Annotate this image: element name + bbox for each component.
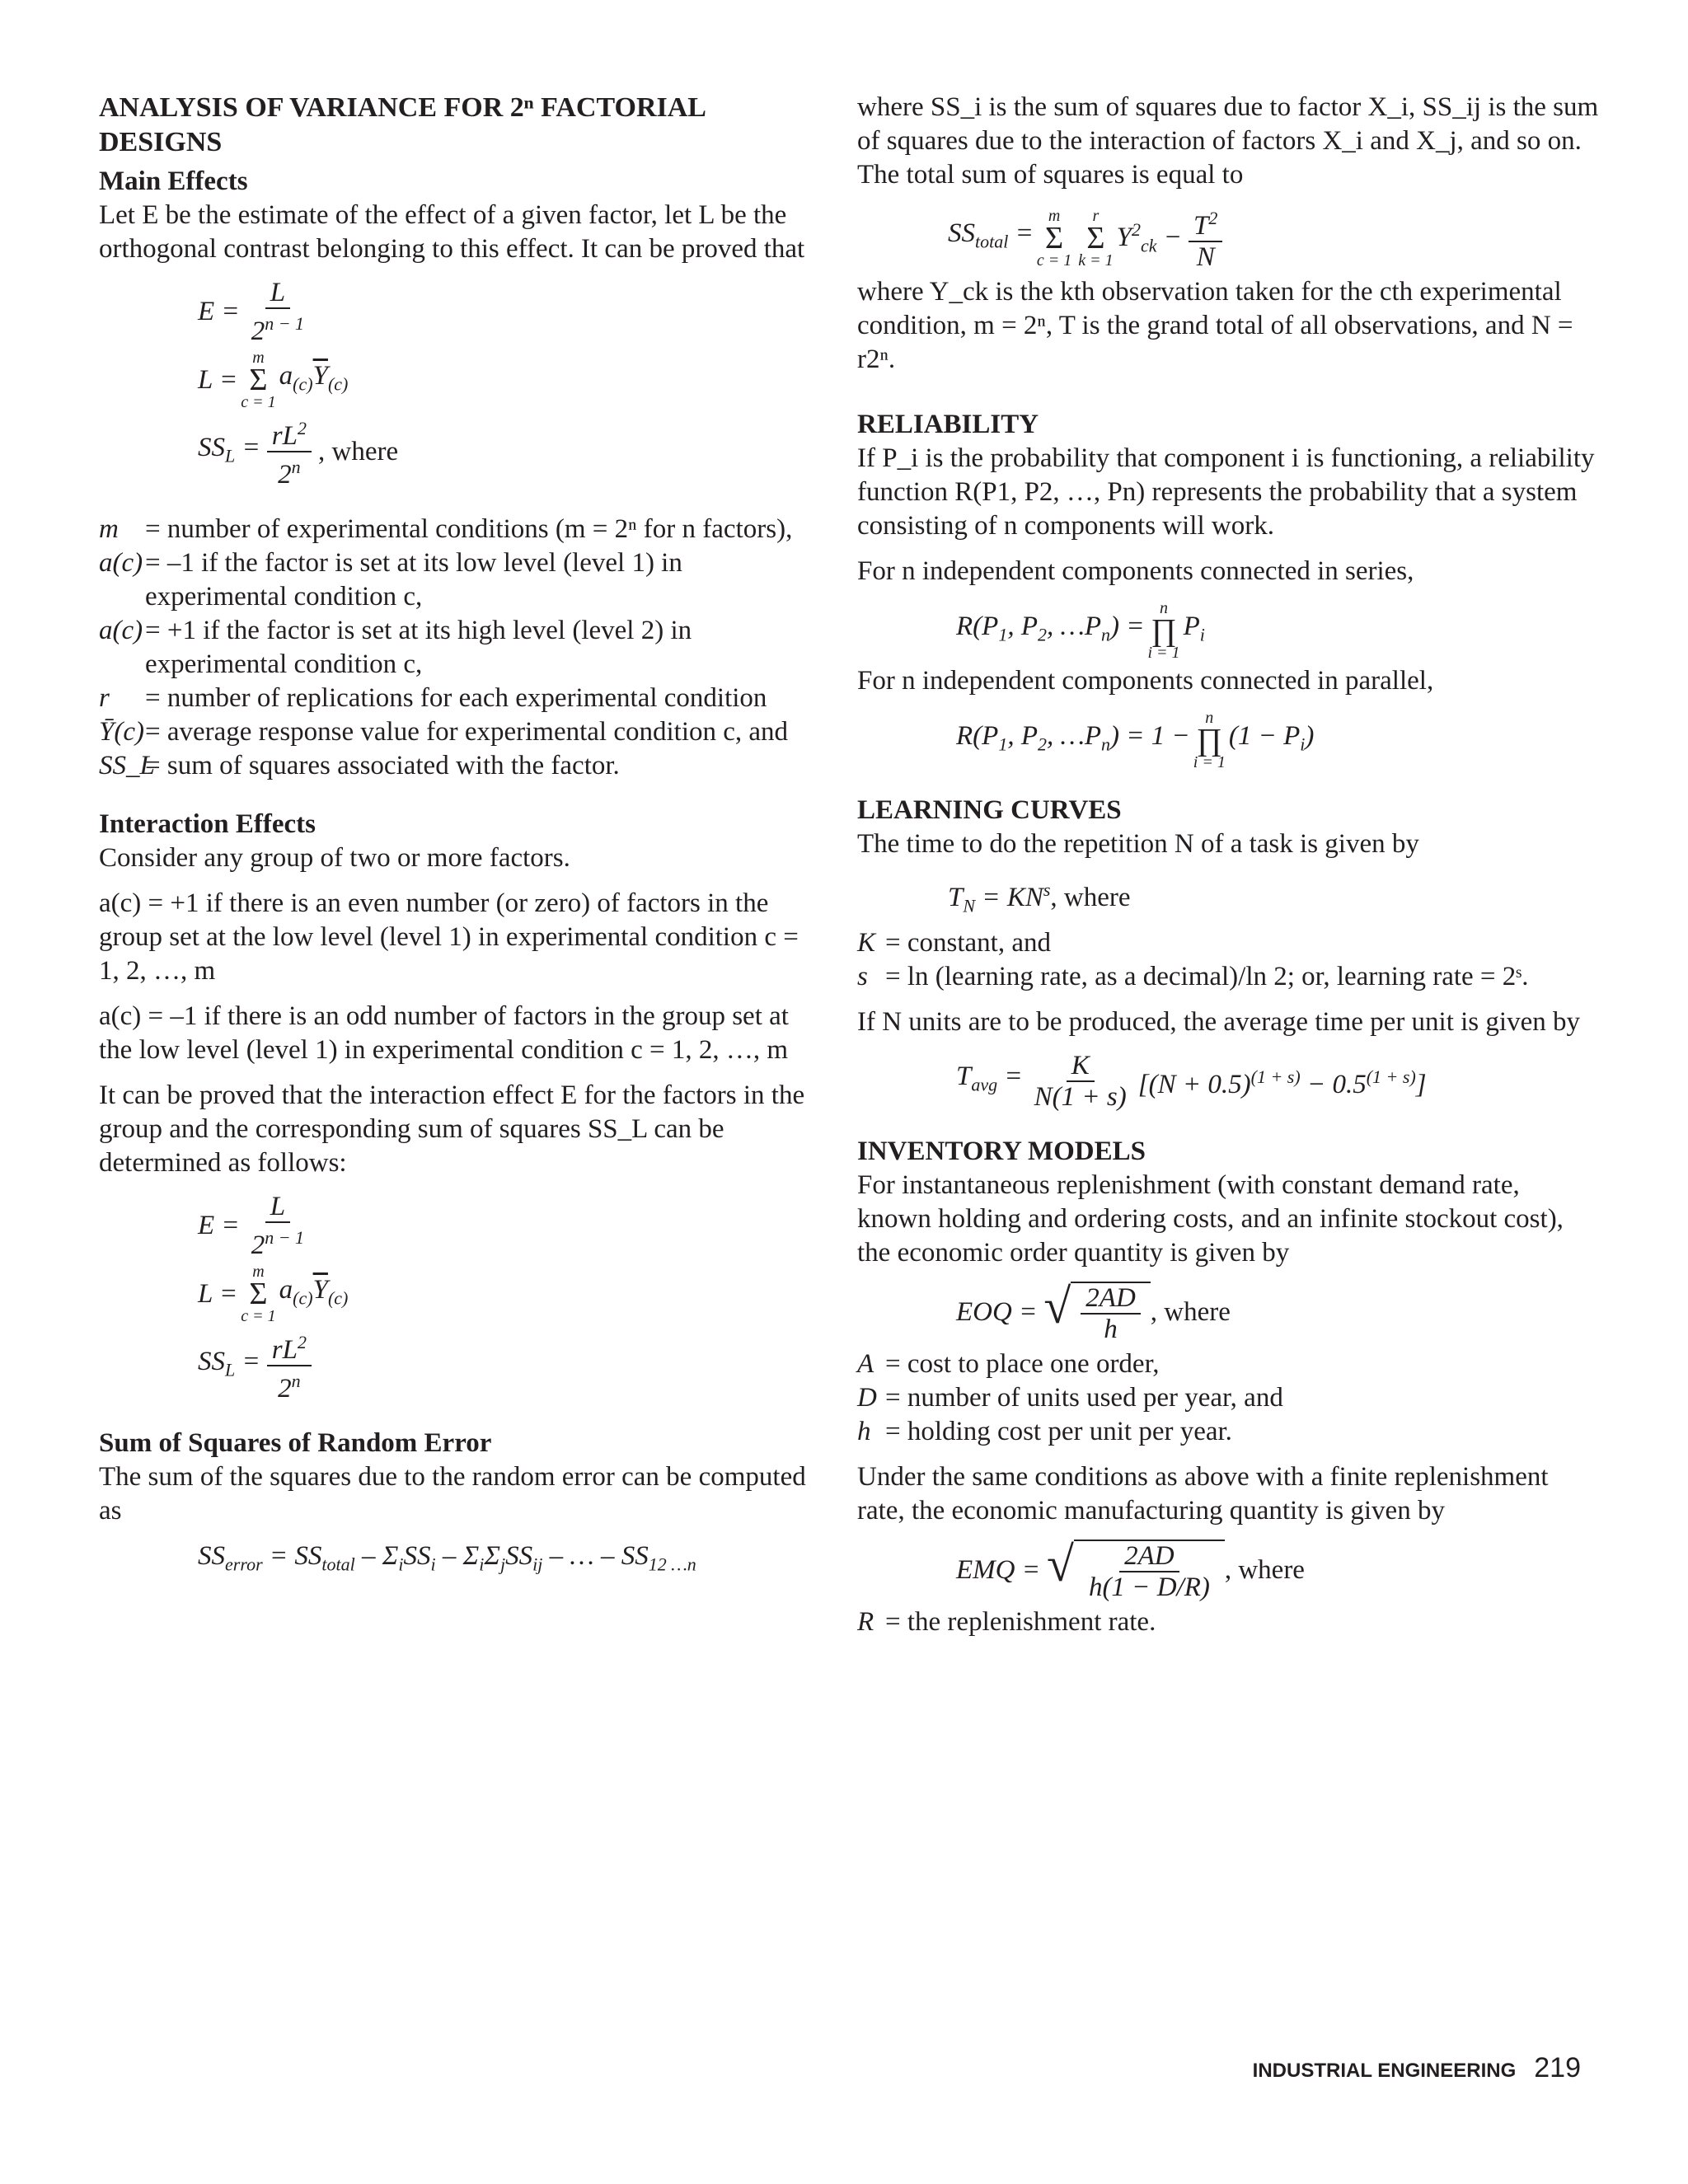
equation-SS-L: $SS_L$ = $\frac{rL^2}{2^n}$ , where <box>198 414 824 490</box>
page-footer <box>1253 2052 1581 2084</box>
main-effects-intro: Let E be the estimate of the effect of a given factor, let L be the orthogonal contrast belonging to this effect. It can be proved that <box>99 200 805 264</box>
equation-parallel: $R(P_1$, $P_2$, $\dots P_n) = 1$ − n ∏ i = 1 $(1 - P_i)$ <box>956 709 1315 771</box>
reliability-p2: For n independent components connected in series, <box>857 556 1414 586</box>
equation-series: $R(P_1$, $P_2$, $\dots P_n$) = n ∏ i = 1 $P_i$ <box>956 599 1205 662</box>
equation-L-interaction: L = m Σ c = 1 $a_{(c)}\overline{Y}_{(c)}$ <box>198 1263 349 1325</box>
equation-SS-error: $SS_{error} = SS_{total} - \Sigma_iSS_i - \Sigma_i\Sigma_jSS_{ij}$ – … – $SS_{12 \dots n}$ <box>198 1541 696 1575</box>
equation-EOQ: EOQ = √ $\frac{2AD}{h}$ , where <box>956 1278 1231 1344</box>
footer-section-name: INDUSTRIAL ENGINEERING <box>1252 2060 1517 2082</box>
right-column <box>857 91 1599 1639</box>
heading-main-effects: Main Effects <box>99 166 248 196</box>
definition-list <box>99 513 824 783</box>
equation-SS-L-interaction: $SS_L$ = $\frac{rL^2}{2^n}$ <box>198 1328 824 1404</box>
total-ss-intro: where SS_i is the sum of squares due to factor X_i, SS_ij is the sum of squares due to the interaction of factors X_i and X_j, and so on. The total sum of squares is equal to <box>857 92 1599 190</box>
definition-item: r = number of replications for each experimental condition <box>99 683 767 713</box>
equation-learning: $T_N = KN^s$ , where <box>948 879 1131 916</box>
equation-E: E = $\frac{L}{2^{n - 1}}$ <box>198 278 305 346</box>
definition-item: m = number of experimental conditions (m = 2ⁿ for n factors), <box>99 514 793 544</box>
random-error-p1: The sum of the squares due to the random error can be computed as <box>99 1462 806 1526</box>
where-word: , where <box>317 436 399 466</box>
inventory-p2: Under the same conditions as above with a finite replenishment rate, the economic manufacturing quantity is given by <box>857 1461 1549 1526</box>
interaction-p3: a(c) = –1 if there is an odd number of factors in the group set at the low level (level 1) in experimental condition c = 1, 2, …, m <box>99 1001 789 1065</box>
heading-random-error: Sum of Squares of Random Error <box>99 1428 492 1458</box>
heading-learning-curves: LEARNING CURVES <box>857 795 1122 825</box>
equation-T-avg: $T_{avg}$ = $\frac{K}{N(1 + s)}$ $[(N + 0.5)^{(1 + s)} - 0.5^{(1 + s)}]$ <box>956 1050 1427 1112</box>
reliability-p3: For n independent components connected in parallel, <box>857 666 1434 696</box>
page-number: 219 <box>1534 2052 1581 2083</box>
left-column <box>99 91 824 1585</box>
interaction-p1: Consider any group of two or more factors. <box>99 843 570 873</box>
heading-reliability: RELIABILITY <box>857 410 1039 439</box>
definition-D: D = number of units used per year, and <box>857 1382 1283 1413</box>
reliability-p1: If P_i is the probability that component i is functioning, a reliability function R(P1, P2, …, Pn) represents the probability that a system consisting of n components will work. <box>857 443 1595 541</box>
definition-item: a(c) = +1 if the factor is set at its high level (level 2) in experimental condition c, <box>99 616 692 679</box>
learning-p2: If N units are to be produced, the average time per unit is given by <box>857 1006 1580 1037</box>
equation-SS-total: $SS_{total}$ = m Σ c = 1 r Σ k = 1 $Y^2_{ck}$ − $\frac{T^2}{N}$ <box>948 204 1599 272</box>
equation-EMQ: EMQ = √ $\frac{2AD}{h(1 - D/R)}$ , where <box>956 1536 1305 1602</box>
definition-item: SS_L = sum of squares associated with the factor. <box>99 751 620 780</box>
interaction-p4: It can be proved that the interaction effect E for the factors in the group and the corresponding sum of squares SS_L can be determined as follows: <box>99 1080 805 1178</box>
definition-A: A = cost to place one order, <box>857 1348 1160 1379</box>
interaction-p2: a(c) = +1 if there is an even number (or zero) of factors in the group set at the low level (level 1) in experimental condition c = 1, 2, …, m <box>99 888 799 986</box>
learning-p1: The time to do the repetition N of a task is given by <box>857 829 1419 859</box>
definition-item: Ȳ(c) = average response value for experimental condition c, and <box>99 717 789 747</box>
inventory-p1: For instantaneous replenishment (with constant demand rate, known holding and ordering costs, and an infinite stockout cost), the economic order quantity is given by <box>857 1169 1564 1268</box>
equation-L: L = m Σ c = 1 $a_{(c)}\overline{Y}_{(c)}$ <box>198 349 349 411</box>
section-title-anova: ANALYSIS OF VARIANCE FOR 2ⁿ FACTORIAL DESIGNS <box>99 92 706 157</box>
definition-item: a(c) = –1 if the factor is set at its low level (level 1) in experimental condition c, <box>99 548 682 612</box>
definition-h: h = holding cost per unit per year. <box>857 1416 1232 1446</box>
definition-K: K = constant, and <box>857 927 1051 958</box>
definition-R: R = the replenishment rate. <box>857 1606 1156 1637</box>
equation-E-interaction: E = $\frac{L}{2^{n - 1}}$ <box>198 1192 305 1260</box>
heading-interaction-effects: Interaction Effects <box>99 809 316 839</box>
total-ss-where: where Y_ck is the kth observation taken for the cth experimental condition, m = 2ⁿ, T is the grand total of all observations, and N = r2ⁿ. <box>857 277 1573 374</box>
definition-s: s = ln (learning rate, as a decimal)/ln 2; or, learning rate = 2ˢ. <box>857 961 1529 991</box>
heading-inventory-models: INVENTORY MODELS <box>857 1136 1146 1166</box>
